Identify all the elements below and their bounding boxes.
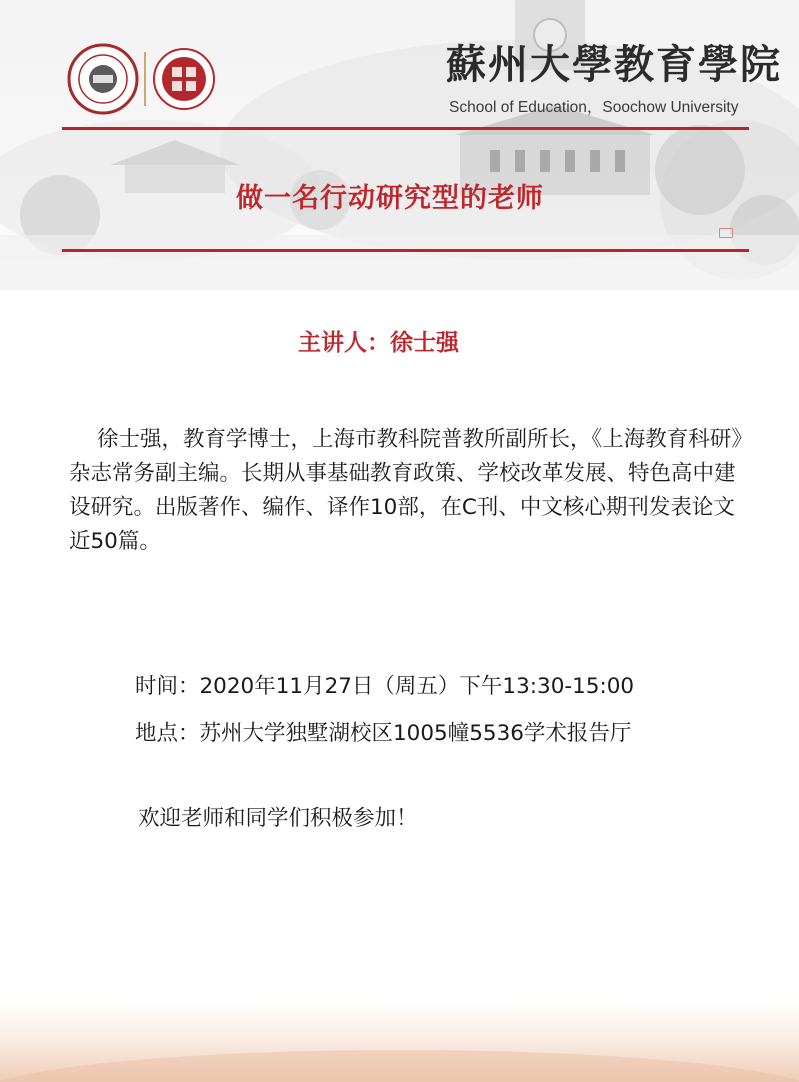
- school-name-en: School of Education，Soochow University: [449, 99, 739, 116]
- header-rule-top: [62, 127, 749, 130]
- event-time: 时间：2020年11月27日（周五）下午13:30-15:00: [135, 674, 635, 699]
- school-name-cn: 蘇州大學教育學院: [446, 41, 782, 88]
- event-place: 地点：苏州大学独墅湖校区1005幢5536学术报告厅: [135, 721, 632, 746]
- talk-title: 做一名行动研究型的老师: [236, 183, 544, 214]
- university-logos: [66, 42, 226, 116]
- footer-wash: [0, 1000, 799, 1082]
- speaker-line: 主讲人：徐士强: [298, 330, 459, 356]
- red-seal-mark: [719, 228, 733, 238]
- footer-gradient-band: [0, 1000, 799, 1082]
- header-rule-bottom: [62, 249, 749, 252]
- header-banner: [0, 0, 799, 290]
- speaker-bio: 徐士强，教育学博士，上海市教科院普教所副所长，《上海教育科研》杂志常务副主编。长期从事基础教育政策、学校改革发展、特色高中建设研究。出版著作、编作、译作10部，在C刊、中文核心期刊发表论文近50篇。: [69, 427, 743, 554]
- welcome-message: 欢迎老师和同学们积极参加！: [138, 806, 418, 831]
